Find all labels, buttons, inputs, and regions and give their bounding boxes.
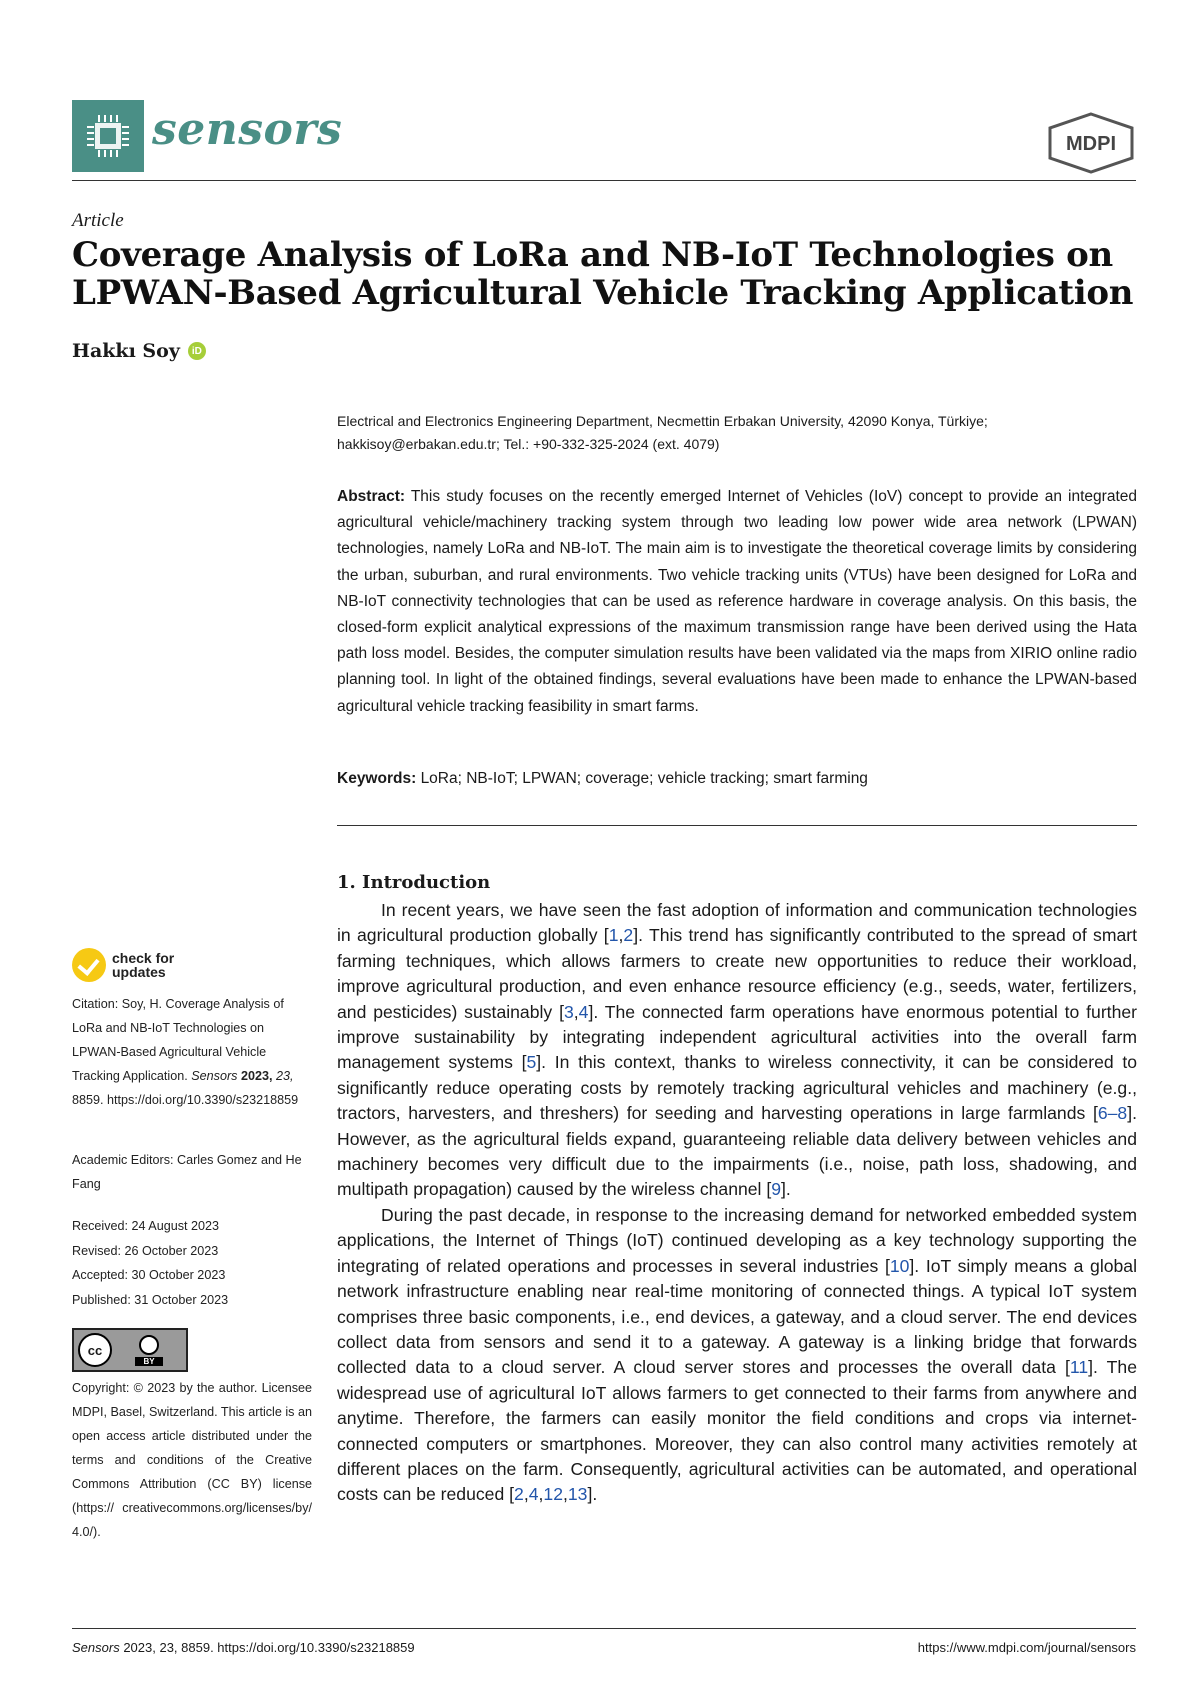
paragraph [337,898,1137,1203]
citation-link[interactable]: 4 [528,1484,539,1505]
citation-doi[interactable]: 8859. https://doi.org/10.3390/s23218859 [72,1093,299,1107]
keywords-label: Keywords: [337,770,417,787]
citation-link[interactable]: 12 [543,1484,563,1505]
published-date: Published: 31 October 2023 [72,1292,229,1307]
dates-block [72,1214,312,1312]
citation-link[interactable]: 3 [563,1001,574,1022]
paragraph [337,1203,1137,1508]
citation-journal: Sensors [191,1069,238,1083]
author-line [72,340,206,362]
citation-year: 2023, [240,1069,273,1083]
abstract-divider [337,825,1137,826]
paper-title: Coverage Analysis of LoRa and NB-IoT Technologies on LPWAN-Based Agricultural Vehicle Tracking Application [72,235,1134,313]
paragraph-text: ]. The connected farm operations have enormous potential to further improve sustainability by integrating independent agricultural activities into the overall farm management systems [ [337,1001,1137,1073]
footer-url[interactable]: https://www.mdpi.com/journal/sensors [917,1640,1136,1655]
keywords-text: LoRa; NB-IoT; LPWAN; coverage; vehicle tracking; smart farming [420,770,868,787]
citation-link[interactable]: 2 [623,925,634,946]
journal-logo-icon [72,100,144,172]
citation-link[interactable]: 6–8 [1097,1103,1128,1124]
affiliation [337,410,1137,456]
citation-block [72,992,312,1112]
paragraph-text: , [573,1001,579,1022]
paragraph-text: , [618,925,624,946]
citation-link[interactable]: 10 [889,1255,910,1276]
affiliation-line: Electrical and Electronics Engineering Department, Necmettin Erbakan University, 42090 Konya, Türkiye; [337,413,988,429]
updates-line: updates [112,964,166,980]
paragraph-text: During the past decade, in response to the increasing demand for networked embedded system applications, the Internet of Things (IoT) continued developing as a key technology supporting the integrating of related operations and processes in several industries [ [337,1204,1137,1276]
abstract [337,484,1137,720]
paragraph-text: , [523,1484,529,1505]
academic-editors: Academic Editors: Carles Gomez and He Fang [72,1153,302,1191]
updates-label [112,951,174,979]
footer-citation [72,1640,415,1655]
paragraph-text: In recent years, we have seen the fast adoption of information and communication technologies in agricultural production globally [ [337,900,1137,946]
paragraph-text: ]. In this context, thanks to wireless connectivity, it can be considered to significantly reduce operating costs by remotely tracking agricultural vehicles and machinery (e.g., tractors, harvesters, and threshers) for seeding and harvesting operations in large farmlands [ [337,1052,1138,1124]
introduction-body [337,898,1137,1508]
abstract-text: This study focuses on the recently emerged Internet of Vehicles (IoV) concept to provide an integrated agricultural vehicle/machinery tracking system through two leading low power wide area network (LPWAN) technologies, namely LoRa and NB-IoT. The main aim is to investigate the theoretical coverage limits by considering the urban, suburban, and rural environments. Two vehicle tracking units (VTUs) have been designed for LoRa and NB-IoT connectivity technologies that can be used as reference hardware in coverage analysis. On this basis, the closed-form explicit analytical expressions of the maximum transmission range have been derived using the Hata path loss model. Besides, the computer simulation results have been validated via the maps from XIRIO online radio planning tool. In light of the obtained findings, several evaluations have been made to enhance the LPWAN-based agricultural vehicle tracking feasibility in smart farms. [337,488,1137,715]
header-divider [72,180,1136,181]
check-for-updates-badge[interactable] [72,948,174,982]
keywords [337,770,1137,788]
accepted-date: Accepted: 30 October 2023 [72,1268,226,1282]
by-label: BY [135,1357,162,1366]
paragraph-text: ]. This trend has significantly contributed to the spread of smart farming techniques, which allows farmers to create new opportunities to reduce their workload, improve agricultural production, and even enhance resource efficiency (e.g., seeds, water, fertilizers, and pesticides) sustainably [ [337,925,1138,1022]
check-icon [72,948,106,982]
paragraph-text: ]. IoT simply means a global network infrastructure enabling near real-time monitoring of connected things. A typical IoT system comprises three basic components, i.e., end devices, a gateway, and a cloud server. The end devices collect data from sensors and send it to a gateway. A gateway is a linking bridge that forwards collected data to a cloud server. A cloud server stores and processes the overall data [ [337,1255,1137,1378]
paragraph-text: ]. However, as the agricultural fields expand, guaranteeing reliable data delivery between vehicles and machinery becomes very difficult due to the impairments (i.e., noise, path loss, shadowing, and multipath propagation) caused by the wireless channel [ [337,1103,1137,1200]
publisher-name: MDPI [1066,133,1116,155]
copyright-notice: Copyright: © 2023 by the author. Licensee MDPI, Basel, Switzerland. This article is an open access article distributed under the terms and conditions of the Creative Commons Attribution (CC BY) license (https:// creativecommons.org/licenses/by/ 4.0/). [72,1381,312,1539]
citation-link[interactable]: 2 [514,1484,524,1505]
received-date: Received: 24 August 2023 [72,1219,220,1233]
citation-link[interactable]: 13 [567,1484,588,1505]
citation-link[interactable]: 1 [608,925,619,946]
mdpi-logo-icon[interactable] [1046,112,1136,174]
citation-link[interactable]: 11 [1069,1357,1089,1378]
article-type: Article [72,210,124,231]
contact-line[interactable]: hakkisoy@erbakan.edu.tr; Tel.: +90-332-325-2024 (ext. 4079) [337,436,720,452]
revised-date: Revised: 26 October 2023 [72,1243,219,1258]
attribution-icon [139,1335,159,1355]
cc-by-license-badge[interactable] [72,1328,188,1372]
citation-link[interactable]: 4 [578,1001,589,1022]
paragraph-text: , [538,1484,544,1505]
updates-line: check for [112,950,175,966]
footer-doi[interactable]: 2023, 23, 8859. https://doi.org/10.3390/s23218859 [123,1640,415,1655]
section-heading: 1. Introduction [337,872,491,893]
paragraph-text: ]. [781,1179,791,1200]
abstract-label: Abstract: [337,488,406,505]
footer-divider [72,1628,1136,1629]
footer-journal: Sensors [72,1640,120,1655]
orcid-icon[interactable]: iD [188,342,206,360]
cc-icon: cc [78,1333,112,1367]
citation-link[interactable]: 5 [526,1052,537,1073]
paragraph-text: ]. [587,1484,598,1505]
chip-icon [83,111,133,161]
citation-text: Citation: Soy, H. Coverage Analysis of LoRa and NB-IoT Technologies on LPWAN-Based Agricultural Vehicle Tracking Application. [72,997,284,1083]
author-name[interactable]: Hakkı Soy [72,340,180,362]
paragraph-text: ]. The widespread use of agricultural IoT allows farmers to get connected to their farms from anywhere and anytime. Therefore, the farmers can easily monitor the field conditions and crops via internet-connected computers or smartphones. Moreover, they can also control many activities remotely at different places on the farm. Consequently, agricultural activities can be automated, and operational costs can be reduced [ [337,1357,1137,1505]
citation-volume: 23, [275,1069,294,1083]
journal-name[interactable]: sensors [152,104,343,155]
citation-link[interactable]: 9 [771,1179,782,1200]
paragraph-text: , [562,1484,568,1505]
